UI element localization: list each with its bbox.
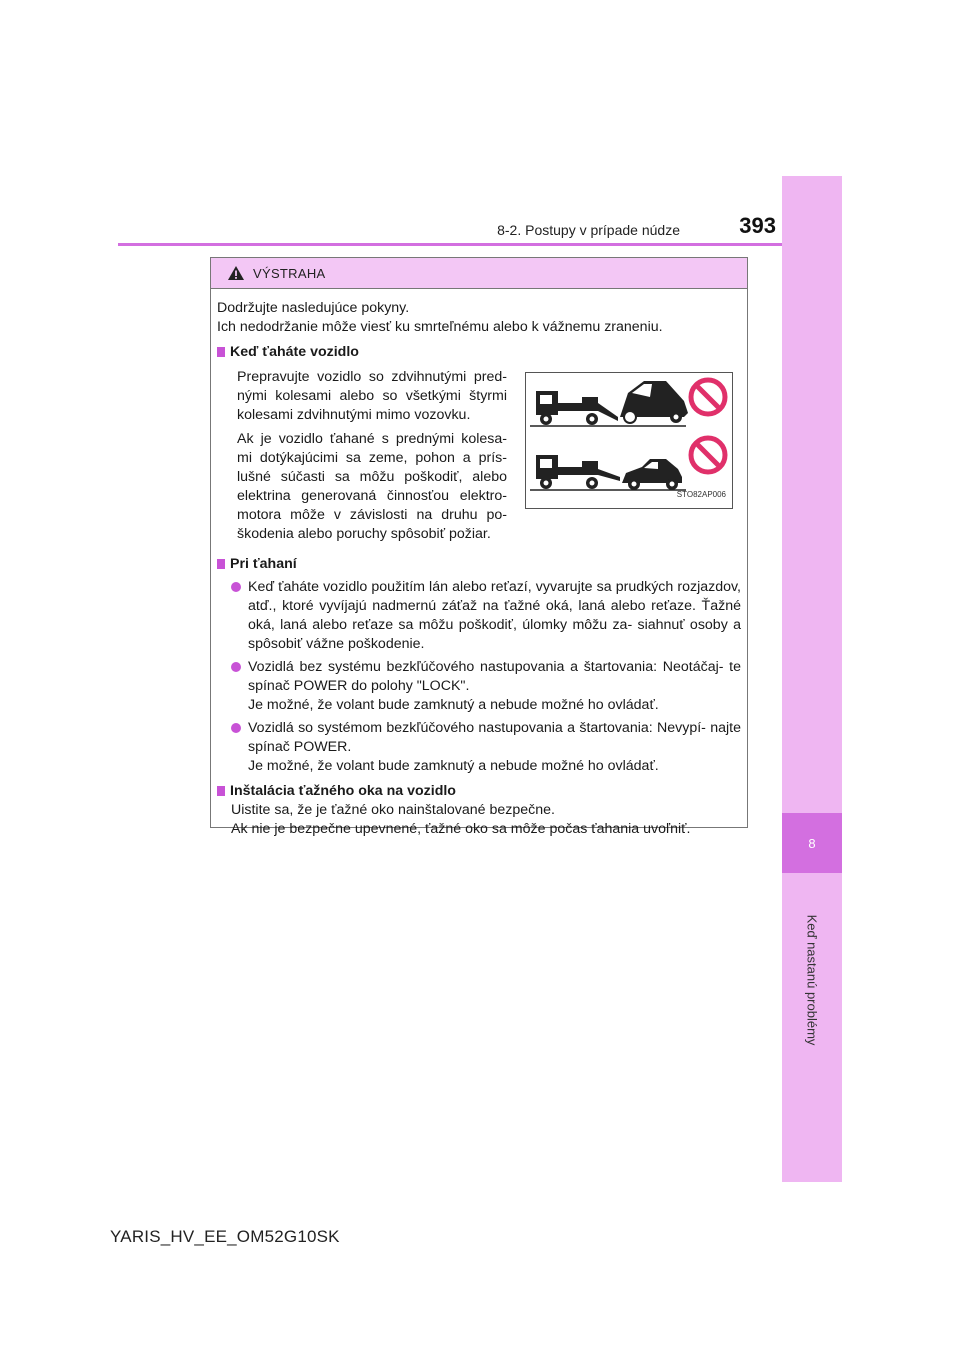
- section-towing: [217, 343, 741, 362]
- bullet-note: Je možné, že volant bude zamknutý a nebude možné ho ovládať.: [248, 697, 659, 713]
- list-item: [231, 719, 741, 776]
- towed-car-icon: [622, 459, 682, 490]
- tow-eye-line-1: Uistite sa, že je ťažné oko nainštalované bezpečne.: [231, 802, 555, 818]
- list-item: [231, 578, 741, 654]
- chapter-number: 8: [782, 813, 842, 873]
- header-rule: [118, 243, 782, 246]
- warning-intro-line-1: Dodržujte nasledujúce pokyny.: [217, 300, 410, 316]
- bullet-icon: [231, 662, 241, 672]
- warning-title: VÝSTRAHA: [253, 265, 326, 281]
- prohibition-icon: [691, 438, 725, 472]
- towing-content-row: [217, 368, 741, 549]
- bullet-main: Vozidlá bez systému bezkľúčového nastupovania a štartovania: Neotáčaj- te spínač POWER do polohy "LOCK".: [248, 659, 741, 694]
- prohibition-icon: [691, 380, 725, 414]
- towing-paragraph-2: Ak je vozidlo ťahané s prednými kolesa- mi dotýkajúcimi sa zeme, pohon a prís- lušné súčasti sa môžu poškodiť, alebo elektrina generovaná činnosťou elektro- motora môže v závislosti na druhu po- škodenia alebo poruchy spôsobiť požiar.: [237, 431, 507, 542]
- section-title: Keď ťaháte vozidlo: [230, 344, 359, 360]
- bullet-main: Vozidlá so systémom bezkľúčového nastupovania a štartovania: Nevypí- najte spínač POWER.: [248, 720, 741, 755]
- warning-triangle-icon: [227, 265, 245, 281]
- warning-box: [210, 257, 748, 837]
- page-number: 393: [739, 213, 776, 238]
- bullet-text: [248, 658, 741, 715]
- bullet-icon: [231, 723, 241, 733]
- bullet-text: Keď ťaháte vozidlo použitím lán alebo reťazí, vyvarujte sa prudkých rozjazdov, atď., ktoré vyvíjajú nadmernú záťaž na ťažné oká, laná alebo reťaze. Ťažné oká, laná alebo reťaze sa môžu poškodiť, úlomky môžu za- siahnuť osoby a spôsobiť vážne poškodenie.: [248, 579, 741, 652]
- chapter-title: Keď nastanú problémy: [804, 914, 820, 1046]
- document-code: YARIS_HV_EE_OM52G10SK: [110, 1227, 340, 1246]
- header-section-title: 8-2. Postupy v prípade núdze: [497, 222, 680, 238]
- towing-text: [237, 368, 507, 549]
- list-item: [231, 658, 741, 715]
- towing-illustration: [525, 372, 733, 509]
- illustration-code: STO82AP006: [676, 490, 726, 499]
- section-while-towing: [217, 555, 741, 574]
- section-marker-icon: [217, 559, 225, 569]
- towing-paragraph-1: Prepravujte vozidlo so zdvihnutými pred- nými kolesami alebo so všetkými štyrmi kolesami zdvihnutými mimo vozovku.: [237, 369, 507, 423]
- warning-body: [211, 289, 747, 839]
- bullet-text: [248, 719, 741, 776]
- lifted-car-icon: [620, 381, 688, 423]
- section-marker-icon: [217, 347, 225, 357]
- warning-intro-line-2: Ich nedodržanie môže viesť ku smrteľnému alebo k vážnemu zraneniu.: [217, 319, 663, 335]
- section-marker-icon: [217, 786, 225, 796]
- warning-header: [211, 258, 747, 289]
- section-tow-eye: [217, 782, 741, 801]
- bullet-icon: [231, 582, 241, 592]
- tow-eye-line-2: Ak nie je bezpečne upevnené, ťažné oko sa môže počas ťahania uvoľniť.: [231, 821, 691, 837]
- bullet-note: Je možné, že volant bude zamknutý a nebude možné ho ovládať.: [248, 758, 659, 774]
- section-title: Inštalácia ťažného oka na vozidlo: [230, 783, 456, 799]
- section-title: Pri ťahaní: [230, 556, 297, 572]
